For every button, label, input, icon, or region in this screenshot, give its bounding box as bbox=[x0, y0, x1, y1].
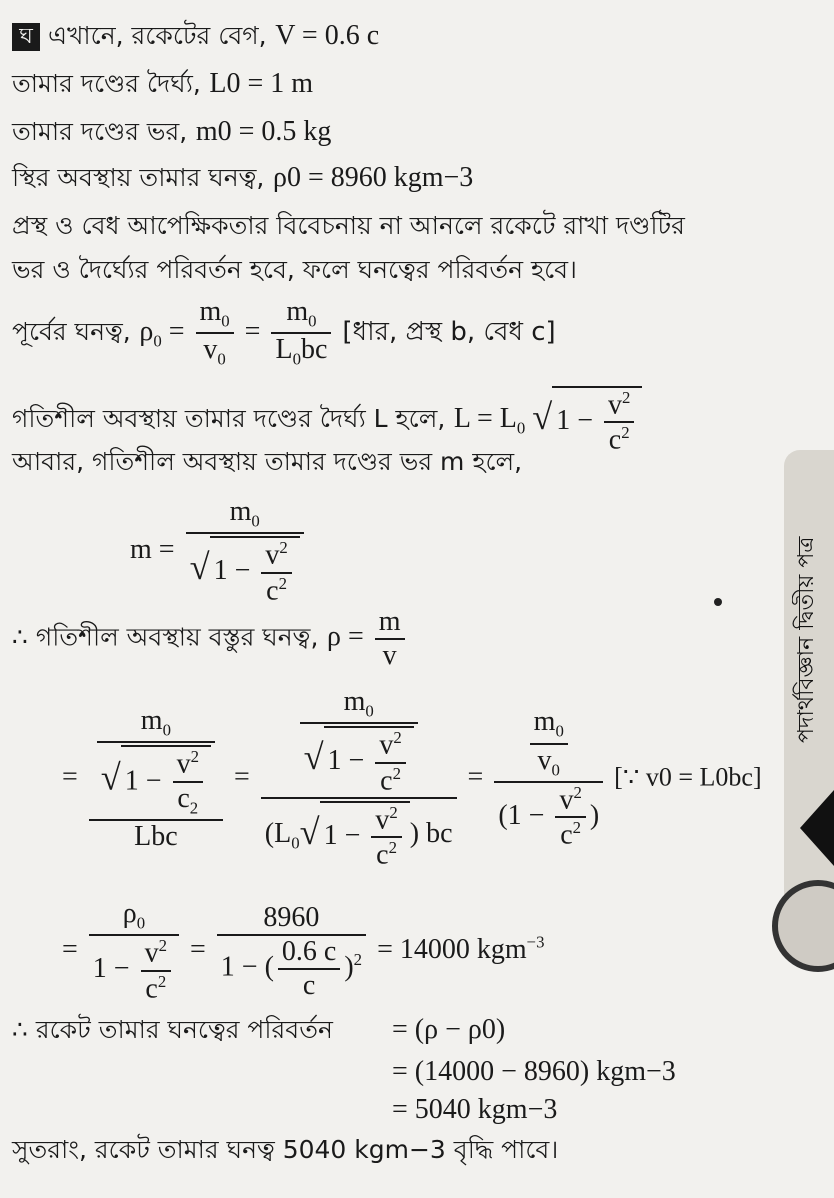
formula-length: $L = L_0$ √ 1 − $\frac{v^2}{c^2}$ bbox=[454, 403, 643, 434]
line-8-text: গতিশীল অবস্থায় তামার দণ্ডের দৈর্ঘ্য L হলে, bbox=[12, 403, 446, 433]
speck-dot bbox=[714, 598, 722, 606]
line-1 bbox=[12, 22, 379, 51]
formula-result: = $\rho_0$ 1 − $\frac{v^2}{c^2}$ = 8960 1 − ( $\frac{0.6 c}{c}$ )$^2$ = 14000 kgm$^{-3}$ bbox=[62, 898, 545, 1005]
line-4-math: ρ0 = 8960 kgm−3 bbox=[272, 162, 474, 193]
line-3-math: m0 = 0.5 kg bbox=[195, 116, 332, 147]
line-2-math: L0 = 1 m bbox=[209, 68, 314, 99]
line-15-text: সুতরাং, রকেট তামার ঘনত্ব 5040 kgm−3 বৃদ্ধি পাবে। bbox=[12, 1135, 559, 1164]
line-15 bbox=[12, 1136, 558, 1163]
line-14-text: ∴ রকেট তামার ঘনত্বের পরিবর্তন bbox=[12, 1015, 333, 1044]
side-label: পদার্থবিজ্ঞান দ্বিতীয় পত্র bbox=[794, 536, 819, 744]
change-step-1: = (ρ − ρ0) bbox=[392, 1014, 506, 1045]
line-8 bbox=[12, 386, 642, 455]
line-7 bbox=[12, 298, 556, 369]
formula-mass: m = $m_0$ √ 1 − $\frac{v^2}{c^2}$ bbox=[130, 498, 308, 605]
line-4-text: স্থির অবস্থায় তামার ঘনত্ব, bbox=[12, 163, 265, 192]
line-7-text: পূর্বের ঘনত্ব, bbox=[12, 316, 131, 346]
line-3-text: তামার দণ্ডের ভর, bbox=[12, 117, 188, 146]
line-6 bbox=[12, 256, 577, 283]
line-6-text: ভর ও দৈর্ঘ্যের পরিবর্তন হবে, ফলে ঘনত্বের পরিবর্তন হবে। bbox=[12, 255, 577, 284]
line-2-text: তামার দণ্ডের দৈর্ঘ্য, bbox=[12, 69, 201, 98]
line-9 bbox=[12, 448, 522, 475]
formula-big: = $m_0$ √ 1 − $\frac{v^2}{c_2}$ Lbc = $m_0$ √ 1 − $\frac{v^2}{c^2}$ ($L_0√$ 1 − $\frac{v^2}{c^2}$ ) bc = $\frac{m_0}{v_0}$ (1 − $\frac{v^2}{c^2}$ ) [∵ v0 = L0bc] bbox=[62, 686, 762, 871]
line-11 bbox=[12, 608, 409, 670]
change-step-2: = (14000 − 8960) kgm−3 bbox=[392, 1056, 676, 1087]
answer-marker: ঘ bbox=[12, 23, 40, 51]
line-1-math: V = 0.6 c bbox=[275, 20, 380, 51]
side-arrow-icon bbox=[800, 790, 834, 866]
line-5 bbox=[12, 212, 685, 239]
line-14 bbox=[12, 1016, 333, 1043]
formula-rho0: $\rho_0$ = $\frac{m_0}{v_0}$ = $\frac{m_0}{L_0bc}$ bbox=[139, 316, 342, 347]
line-1-text: এখানে, রকেটের বেগ, bbox=[48, 21, 267, 50]
line-7-bracket: [ধার, প্রস্থ b, বেধ c] bbox=[342, 316, 556, 347]
line-3 bbox=[12, 118, 331, 146]
line-12-bracket: [∵ v0 = L0bc] bbox=[614, 762, 762, 792]
change-step-3: = 5040 kgm−3 bbox=[392, 1094, 558, 1125]
line-2 bbox=[12, 70, 313, 98]
formula-rho: ρ = $\frac{m}{v}$ bbox=[327, 621, 409, 652]
line-11-text: ∴ গতিশীল অবস্থায় বস্তুর ঘনত্ব, bbox=[12, 622, 319, 652]
line-5-text: প্রস্থ ও বেধ আপেক্ষিকতার বিবেচনায় না আনলে রকেটে রাখা দণ্ডটির bbox=[12, 211, 685, 240]
line-9-text: আবার, গতিশীল অবস্থায় তামার দণ্ডের ভর m হলে, bbox=[12, 447, 523, 476]
line-4 bbox=[12, 164, 473, 192]
side-seal-icon bbox=[772, 880, 834, 972]
